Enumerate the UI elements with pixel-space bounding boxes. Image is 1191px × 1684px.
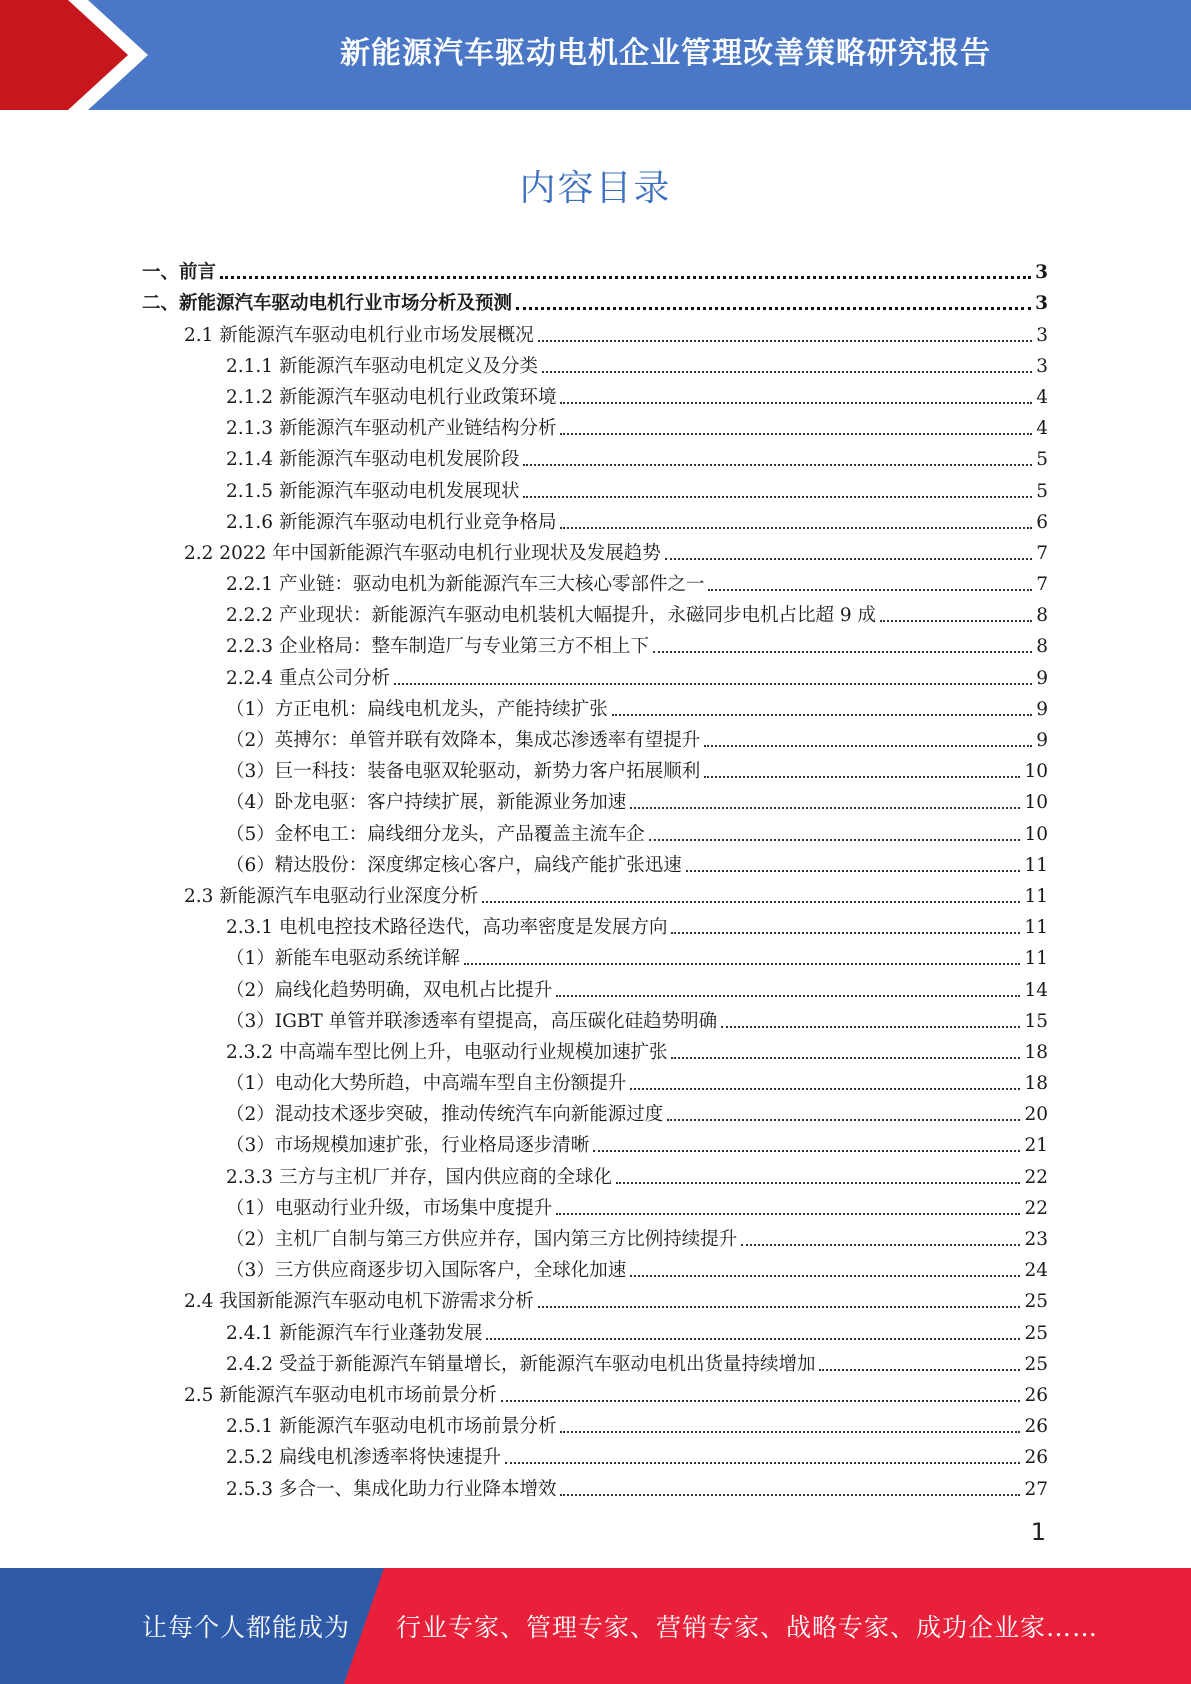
toc-dot-leader <box>560 402 1032 404</box>
toc-entry-page: 11 <box>1024 948 1048 970</box>
toc-entry-title: 2.5.3 多合一、集成化助力行业降本增效 <box>226 1478 557 1500</box>
toc-dot-leader <box>630 1088 1020 1090</box>
toc-entry[interactable] <box>142 566 1048 597</box>
toc-dot-leader <box>538 1306 1021 1308</box>
toc-entry[interactable] <box>142 1314 1048 1345</box>
toc-dot-leader <box>542 371 1032 373</box>
toc-entry-page: 9 <box>1036 667 1048 689</box>
toc-entry-title: 二、新能源汽车驱动电机行业市场分析及预测 <box>142 293 513 315</box>
toc-dot-leader <box>560 527 1032 529</box>
toc-entry-page: 10 <box>1024 823 1048 845</box>
toc-entry[interactable] <box>142 628 1048 659</box>
toc-dot-leader <box>671 1057 1020 1059</box>
toc-entry-page: 20 <box>1024 1104 1048 1126</box>
toc-entry-page: 21 <box>1024 1135 1048 1157</box>
toc-entry[interactable] <box>142 1065 1048 1096</box>
toc-heading: 内容目录 <box>519 168 672 209</box>
toc-entry-page: 8 <box>1036 605 1048 627</box>
toc-entry-title: 2.5.2 扁线电机渗透率将快速提升 <box>226 1447 501 1469</box>
toc-entry-title: （1）新能车电驱动系统详解 <box>226 948 460 970</box>
toc-entry-title: 2.3.1 电机电控技术路径迭代，高功率密度是发展方向 <box>226 917 668 939</box>
toc-entry-title: 2.3.2 中高端车型比例上升，电驱动行业规模加速扩张 <box>226 1041 668 1063</box>
toc-entry[interactable] <box>142 1003 1048 1034</box>
toc-entry-page: 22 <box>1024 1166 1048 1188</box>
toc-entry[interactable] <box>142 784 1048 815</box>
toc-entry-page: 9 <box>1036 698 1048 720</box>
toc-dot-leader <box>560 1494 1020 1496</box>
toc-entry[interactable] <box>142 379 1048 410</box>
toc-entry-page: 23 <box>1024 1229 1048 1250</box>
toc-entry-title: （2）英搏尔：单管并联有效降本，集成芯渗透率有望提升 <box>226 730 701 751</box>
toc-entry[interactable] <box>142 1034 1048 1065</box>
toc-entry-page: 26 <box>1024 1447 1048 1469</box>
toc-entry-page: 10 <box>1024 792 1048 814</box>
toc-dot-leader <box>486 1338 1020 1340</box>
toc-entry[interactable] <box>142 1127 1048 1158</box>
toc-entry[interactable] <box>142 1470 1048 1501</box>
toc-entry-title: （5）金杯电工：扁线细分龙头，产品覆盖主流车企 <box>226 823 645 845</box>
toc-entry-page: 11 <box>1024 854 1048 876</box>
toc-entry-page: 25 <box>1024 1291 1048 1313</box>
toc-entry-title: 2.5 新能源汽车驱动电机市场前景分析 <box>184 1384 497 1406</box>
toc-entry[interactable] <box>142 597 1048 628</box>
toc-dot-leader <box>560 433 1032 435</box>
toc-entry-page: 3 <box>1036 355 1048 377</box>
toc-entry-title: 2.1.6 新能源汽车驱动电机行业竞争格局 <box>226 511 557 533</box>
toc-entry-page: 11 <box>1024 885 1048 907</box>
toc-entry-page: 25 <box>1024 1353 1048 1375</box>
toc-entry[interactable] <box>142 1096 1048 1127</box>
toc-entry[interactable] <box>142 1221 1048 1252</box>
footer-slogan-right: 行业专家、管理专家、营销专家、战略专家、成功企业家…… <box>396 1613 1099 1642</box>
toc-entry-page: 6 <box>1036 511 1048 533</box>
toc-entry-title: 2.2.4 重点公司分析 <box>226 667 390 689</box>
toc-entry-title: （1）电动化大势所趋，中高端车型自主份额提升 <box>226 1073 627 1095</box>
footer-slogan-left: 让每个人都能成为 <box>142 1613 351 1642</box>
toc-entry[interactable] <box>142 753 1048 784</box>
toc-entry-page: 10 <box>1024 761 1048 783</box>
toc-entry-page: 7 <box>1036 574 1048 596</box>
toc-entry-title: 2.1.4 新能源汽车驱动电机发展阶段 <box>226 449 520 471</box>
toc-dot-leader <box>686 870 1021 872</box>
toc-entry[interactable] <box>142 1346 1048 1377</box>
toc-entry-title: （1）方正电机：扁线电机龙头，产能持续扩张 <box>226 698 608 720</box>
toc-entry-page: 7 <box>1036 542 1048 564</box>
table-of-contents <box>142 254 1048 1502</box>
toc-entry-title: （6）精达股份：深度绑定核心客户，扁线产能扩张迅速 <box>226 854 682 876</box>
toc-entry-page: 3 <box>1035 262 1048 284</box>
toc-dot-leader <box>501 1400 1021 1402</box>
toc-entry-title: 2.2.3 企业格局：整车制造厂与专业第三方不相上下 <box>226 636 649 658</box>
toc-dot-leader <box>523 464 1032 466</box>
toc-dot-leader <box>671 932 1020 934</box>
toc-dot-leader <box>741 1244 1020 1246</box>
toc-entry-title: 2.1.2 新能源汽车驱动电机行业政策环境 <box>226 386 557 408</box>
toc-entry[interactable] <box>142 1439 1048 1470</box>
toc-entry-title: （2）混动技术逐步突破，推动传统汽车向新能源过度 <box>226 1104 664 1126</box>
toc-entry-title: （3）三方供应商逐步切入国际客户，全球化加速 <box>226 1260 627 1282</box>
toc-entry[interactable] <box>142 1252 1048 1283</box>
toc-entry[interactable] <box>142 472 1048 503</box>
toc-dot-leader <box>630 1275 1020 1277</box>
toc-entry[interactable] <box>142 285 1048 316</box>
toc-entry-page: 25 <box>1024 1322 1048 1344</box>
toc-entry-page: 4 <box>1036 418 1048 440</box>
toc-entry[interactable] <box>142 535 1048 566</box>
toc-entry[interactable] <box>142 878 1048 909</box>
toc-dot-leader <box>482 901 1020 903</box>
toc-dot-leader <box>556 995 1020 997</box>
toc-entry-title: 2.4 我国新能源汽车驱动电机下游需求分析 <box>184 1291 534 1313</box>
toc-entry[interactable] <box>142 1408 1048 1439</box>
toc-entry-page: 27 <box>1024 1478 1048 1500</box>
toc-entry-title: 2.2.2 产业现状：新能源汽车驱动电机装机大幅提升，永磁同步电机占比超 9 成 <box>226 605 876 627</box>
toc-entry-page: 5 <box>1036 480 1048 502</box>
toc-dot-leader <box>516 307 1031 310</box>
header-chevron-decoration <box>0 0 160 110</box>
toc-entry[interactable] <box>142 348 1048 379</box>
toc-entry-page: 14 <box>1024 979 1048 1001</box>
toc-dot-leader <box>220 276 1031 279</box>
toc-dot-leader <box>704 776 1020 778</box>
toc-entry-page: 15 <box>1024 1010 1048 1032</box>
toc-entry-page: 26 <box>1024 1384 1048 1406</box>
toc-dot-leader <box>880 620 1032 622</box>
toc-entry-page: 5 <box>1036 449 1048 471</box>
toc-entry[interactable] <box>142 1377 1048 1408</box>
toc-entry-title: 2.2 2022 年中国新能源汽车驱动电机行业现状及发展趋势 <box>184 542 661 564</box>
toc-entry-page: 3 <box>1036 324 1048 346</box>
toc-entry[interactable] <box>142 504 1048 535</box>
toc-entry-page: 18 <box>1024 1073 1048 1095</box>
toc-entry-title: 2.3 新能源汽车电驱动行业深度分析 <box>184 885 479 907</box>
toc-dot-leader <box>523 496 1032 498</box>
toc-entry[interactable] <box>142 1190 1048 1221</box>
toc-entry[interactable] <box>142 909 1048 940</box>
toc-dot-leader <box>560 1431 1020 1433</box>
page-header-band <box>0 0 1191 110</box>
toc-entry-page: 9 <box>1036 730 1048 751</box>
toc-dot-leader <box>538 340 1032 342</box>
toc-entry[interactable] <box>142 815 1048 846</box>
toc-entry-title: 2.4.1 新能源汽车行业蓬勃发展 <box>226 1322 483 1344</box>
toc-dot-leader <box>665 558 1032 560</box>
toc-dot-leader <box>556 1213 1020 1215</box>
toc-entry-title: （2）主机厂自制与第三方供应并存，国内第三方比例持续提升 <box>226 1229 738 1250</box>
report-title: 新能源汽车驱动电机企业管理改善策略研究报告 <box>340 36 991 71</box>
toc-dot-leader <box>612 714 1032 716</box>
toc-dot-leader <box>708 589 1032 591</box>
page-footer-band <box>0 1568 1191 1684</box>
toc-dot-leader <box>505 1462 1020 1464</box>
toc-dot-leader <box>721 1026 1020 1028</box>
toc-dot-leader <box>394 683 1032 685</box>
toc-entry-title: 2.1.1 新能源汽车驱动电机定义及分类 <box>226 355 538 377</box>
toc-entry[interactable] <box>142 847 1048 878</box>
toc-dot-leader <box>704 745 1032 747</box>
toc-entry-title: （3）IGBT 单管并联渗透率有望提高，高压碳化硅趋势明确 <box>226 1010 718 1032</box>
toc-entry-page: 18 <box>1024 1041 1048 1063</box>
toc-entry-title: 2.1.3 新能源汽车驱动机产业链结构分析 <box>226 418 557 440</box>
toc-dot-leader <box>819 1369 1020 1371</box>
toc-dot-leader <box>593 1150 1020 1152</box>
toc-entry[interactable] <box>142 1158 1048 1189</box>
toc-entry-title: （3）巨一科技：装备电驱双轮驱动，新势力客户拓展顺利 <box>226 761 701 783</box>
toc-entry-page: 22 <box>1024 1197 1048 1219</box>
toc-entry-title: 2.2.1 产业链：驱动电机为新能源汽车三大核心零部件之一 <box>226 574 705 596</box>
toc-entry-title: 2.3.3 三方与主机厂并存，国内供应商的全球化 <box>226 1166 612 1188</box>
toc-entry[interactable] <box>142 410 1048 441</box>
toc-entry-page: 11 <box>1024 917 1048 939</box>
toc-entry-title: （2）扁线化趋势明确，双电机占比提升 <box>226 979 553 1001</box>
toc-entry-page: 8 <box>1036 636 1048 658</box>
toc-entry-title: 2.1 新能源汽车驱动电机行业市场发展概况 <box>184 324 534 346</box>
toc-dot-leader <box>649 839 1021 841</box>
toc-entry[interactable] <box>142 254 1048 285</box>
toc-entry-title: 一、前言 <box>142 262 217 284</box>
toc-entry-title: 2.1.5 新能源汽车驱动电机发展现状 <box>226 480 520 502</box>
toc-entry[interactable] <box>142 316 1048 347</box>
toc-entry-title: （4）卧龙电驱：客户持续扩展，新能源业务加速 <box>226 792 627 814</box>
toc-entry-title: （1）电驱动行业升级，市场集中度提升 <box>226 1197 553 1219</box>
toc-entry[interactable] <box>142 1283 1048 1314</box>
toc-dot-leader <box>464 963 1021 965</box>
toc-entry[interactable] <box>142 659 1048 690</box>
toc-entry-title: 2.4.2 受益于新能源汽车销量增长，新能源汽车驱动电机出货量持续增加 <box>226 1353 816 1375</box>
toc-entry[interactable] <box>142 691 1048 722</box>
toc-entry-title: 2.5.1 新能源汽车驱动电机市场前景分析 <box>226 1416 557 1438</box>
toc-entry[interactable] <box>142 441 1048 472</box>
toc-entry[interactable] <box>142 722 1048 753</box>
toc-entry-page: 3 <box>1035 293 1048 315</box>
toc-entry-page: 26 <box>1024 1416 1048 1438</box>
toc-entry-title: （3）市场规模加速扩张，行业格局逐步清晰 <box>226 1135 590 1157</box>
toc-entry[interactable] <box>142 971 1048 1002</box>
toc-dot-leader <box>630 807 1020 809</box>
toc-entry[interactable] <box>142 940 1048 971</box>
toc-entry-page: 4 <box>1036 386 1048 408</box>
toc-dot-leader <box>653 651 1032 653</box>
page-number: 1 <box>1030 1518 1046 1546</box>
toc-dot-leader <box>667 1119 1020 1121</box>
toc-dot-leader <box>616 1182 1020 1184</box>
toc-entry-page: 24 <box>1024 1260 1048 1282</box>
